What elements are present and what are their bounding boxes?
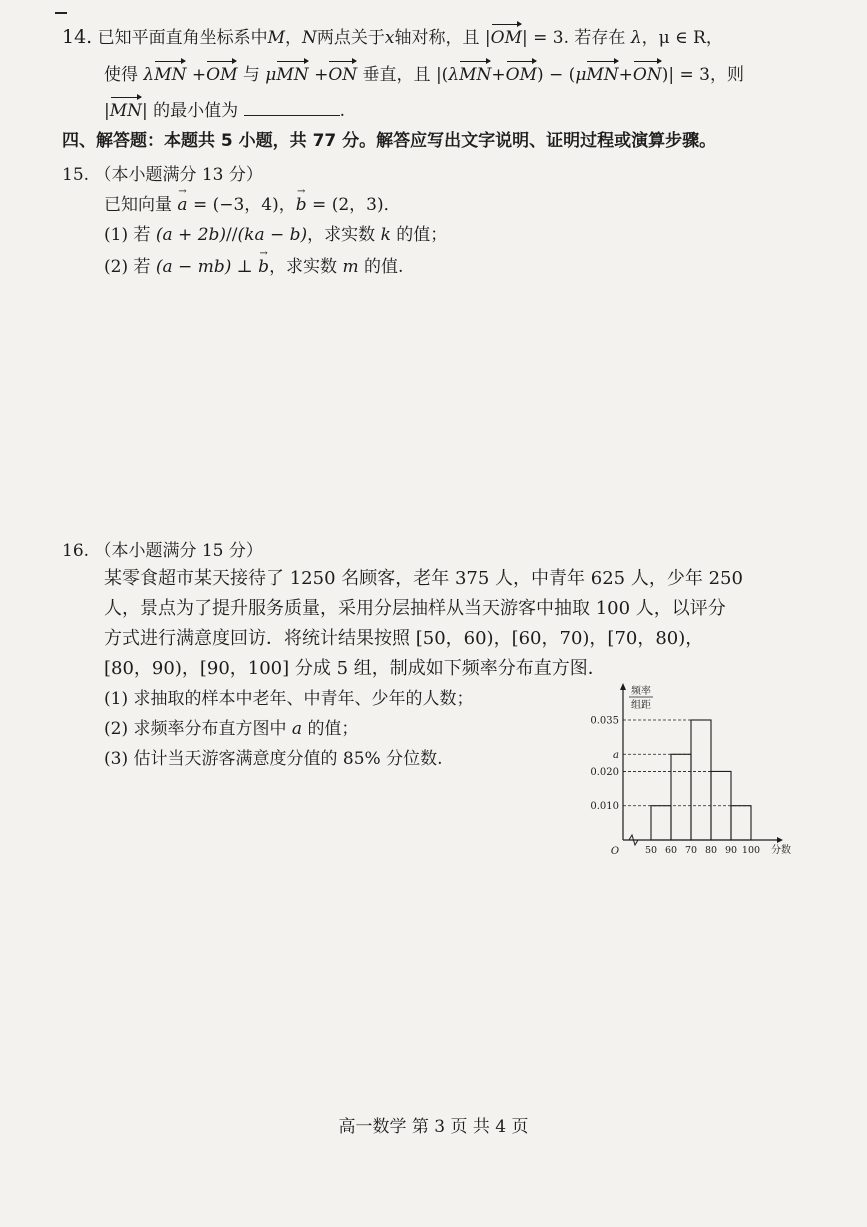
var-m: m: [342, 257, 359, 277]
q16-header: [62, 540, 263, 562]
q15-number: 15.: [62, 165, 90, 185]
q16-body-3: 方式进行满意度回访．将统计结果按照 [50，60)，[60，70)，[70，80)，: [104, 628, 704, 649]
q15-text: = (2，3)．: [312, 195, 401, 215]
x-axis-arrow-icon: [777, 837, 783, 843]
abs-expression: |(λMN+OM) − (μMN+ON)|: [435, 65, 675, 85]
var-x: x: [384, 28, 395, 48]
q16-number: 16.: [62, 541, 90, 561]
x-tick-label: 90: [724, 845, 738, 856]
q14-text: = 3，则: [679, 65, 744, 85]
histogram-bar: [671, 754, 691, 840]
var-M: M: [267, 28, 286, 48]
y-tick-label: 0.010: [590, 801, 619, 813]
vec-b: b →: [258, 256, 269, 278]
y-tick-label: 0.035: [590, 715, 619, 727]
var-k: k: [380, 225, 391, 245]
x-tick-label: 50: [644, 845, 658, 856]
var-lambda: λ: [143, 65, 155, 85]
vec-MN: MN: [109, 101, 143, 121]
q15-text: 的值；: [396, 225, 448, 245]
q15-header: [62, 164, 263, 186]
q14-text: 垂直，且: [362, 65, 431, 85]
histogram-bar: [731, 806, 751, 840]
q14-text: 使得: [104, 65, 138, 85]
var-a: a: [291, 719, 303, 739]
abs-OM: |OM|: [484, 28, 528, 48]
q15-given: [104, 194, 401, 216]
q14-text: 与: [242, 65, 260, 85]
q16-body-2: 人，景点为了提升服务质量，采用分层抽样从当天游客中抽取 100 人，以评分: [104, 598, 726, 619]
var-lambda: λ: [630, 28, 642, 48]
corner-mark: [55, 12, 67, 14]
q16-score: （本小题满分 15 分）: [94, 541, 263, 561]
y-tick-label: a: [613, 749, 619, 761]
x-tick-label: 60: [664, 845, 678, 856]
q16-part3: (3) 估计当天游客满意度分值的 85% 分位数.: [104, 749, 443, 769]
q14-text: 轴对称，且: [394, 28, 480, 48]
frequency-histogram: [585, 680, 791, 865]
parallel-sign: //: [226, 225, 238, 245]
y-label-bottom: 组距: [631, 700, 651, 711]
q15-text: ，求实数: [307, 225, 376, 245]
q14-text: = 3. 若存在: [533, 28, 626, 48]
abs-MN: |MN|: [104, 101, 148, 121]
q15-part1: [104, 224, 447, 246]
q15-text: (1) 若: [104, 225, 151, 245]
q14-text: ，μ ∈ R，: [641, 28, 723, 48]
q15-score: （本小题满分 13 分）: [94, 165, 263, 185]
q14-line3: [104, 100, 345, 122]
plus-sign: +: [314, 65, 329, 85]
q16-text: (2) 求频率分布直方图中: [104, 719, 287, 739]
vec-MN: MN: [276, 65, 309, 85]
origin-label: O: [610, 846, 620, 857]
q14-text: 已知平面直角坐标系中: [97, 28, 268, 48]
plus-sign: +: [191, 65, 207, 85]
histogram-bar: [691, 720, 711, 840]
q15-expression: (a − mb): [155, 257, 232, 277]
q16-part1: (1) 求抽取的样本中老年、中青年、少年的人数；: [104, 689, 474, 709]
q14-comma: ，: [285, 28, 303, 48]
q16-text: 的值；: [307, 719, 359, 739]
vec-a: a →: [177, 194, 187, 216]
q14-text: 的最小值为: [153, 101, 239, 121]
vec-b: b →: [296, 194, 307, 216]
var-mu: μ: [265, 65, 277, 85]
page-footer: 高一数学 第 3 页 共 4 页: [338, 1117, 529, 1137]
vec-OM: OM: [206, 65, 238, 85]
q15-part2: [104, 256, 403, 278]
q15-expression: (ka − b): [237, 225, 308, 245]
perp-sign: ⊥: [236, 257, 253, 277]
q15-expression: (a + 2b): [155, 225, 227, 245]
q14-text: 两点关于: [316, 28, 385, 48]
q14-number: 14.: [62, 26, 93, 48]
answer-blank[interactable]: [244, 101, 340, 116]
q14-line1: [62, 26, 723, 49]
histogram-bar: [651, 806, 671, 840]
q15-text: 已知向量: [104, 195, 172, 215]
q16-body-1: 某零食超市某天接待了 1250 名顾客，老年 375 人，中青年 625 人，少年 250: [104, 568, 743, 589]
q16-part2: [104, 718, 358, 740]
vec-OM: OM: [490, 28, 522, 48]
x-tick-label: 80: [704, 845, 718, 856]
y-tick-label: 0.020: [590, 766, 619, 778]
y-axis-arrow-icon: [620, 683, 626, 690]
q15-text: ，求实数: [269, 257, 338, 277]
section-title: 四、解答题：本题共 5 小题，共 77 分。解答应写出文字说明、证明过程或演算步骤。: [62, 131, 717, 151]
q15-text: = (−3，4)，: [192, 195, 296, 215]
vec-ON: ON: [328, 65, 358, 85]
q14-line2: [104, 64, 744, 86]
q16-body-4: [80，90)，[90，100] 分成 5 组，制成如下频率分布直方图．: [104, 658, 606, 679]
q15-text: (2) 若: [104, 257, 151, 277]
q14-period: .: [339, 101, 345, 121]
x-axis-label: 分数: [771, 845, 791, 856]
y-label-top: 频率: [631, 686, 651, 697]
vec-MN: MN: [154, 65, 187, 85]
q15-text: 的值.: [364, 257, 404, 277]
var-N: N: [302, 28, 317, 48]
x-tick-label: 70: [684, 845, 698, 856]
x-tick-label: 100: [741, 845, 761, 856]
